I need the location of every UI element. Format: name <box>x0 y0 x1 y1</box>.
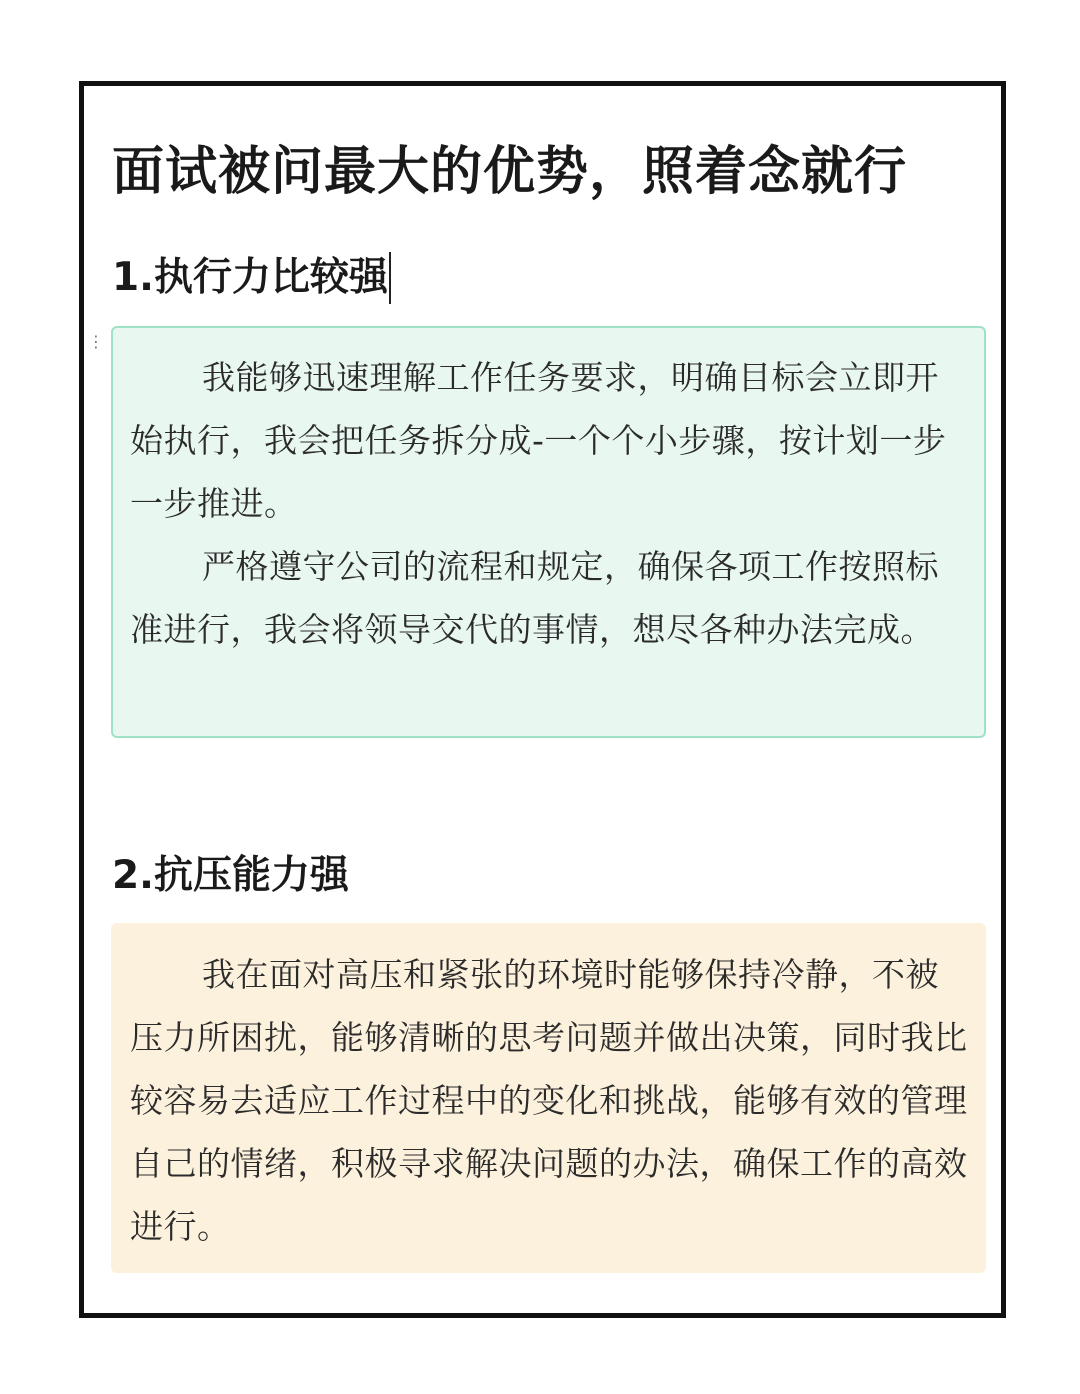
section-heading-execution[interactable] <box>112 252 391 304</box>
text-cursor <box>389 252 391 304</box>
document-frame <box>79 81 1006 1318</box>
callout-paragraph: 严格遵守公司的流程和规定，确保各项工作按照标准进行，我会将领导交代的事情，想尽各种办法完成。 <box>130 547 939 649</box>
section-heading-stress[interactable]: 2.抗压能力强 <box>112 853 349 898</box>
page-title: 面试被问最大的优势，照着念就行 <box>112 142 908 202</box>
callout-paragraph: 我在面对高压和紧张的环境时能够保持冷静，不被压力所困扰，能够清晰的思考问题并做出决策，同时我比较容易去适应工作过程中的变化和挑战，能够有效的管理自己的情绪，积极寻求解决问题的办法，确保工作的高效进行。 <box>130 955 968 1246</box>
callout-block-execution[interactable] <box>111 326 986 738</box>
section-heading-label: 1.执行力比较强 <box>112 255 388 300</box>
callout-block-stress[interactable] <box>111 923 986 1273</box>
callout-paragraph: 我能够迅速理解工作任务要求，明确目标会立即开始执行，我会把任务拆分成-一个个小步骤，按计划一步一步推进。 <box>130 358 947 523</box>
drag-handle-icon[interactable]: ⋮ <box>88 332 104 351</box>
